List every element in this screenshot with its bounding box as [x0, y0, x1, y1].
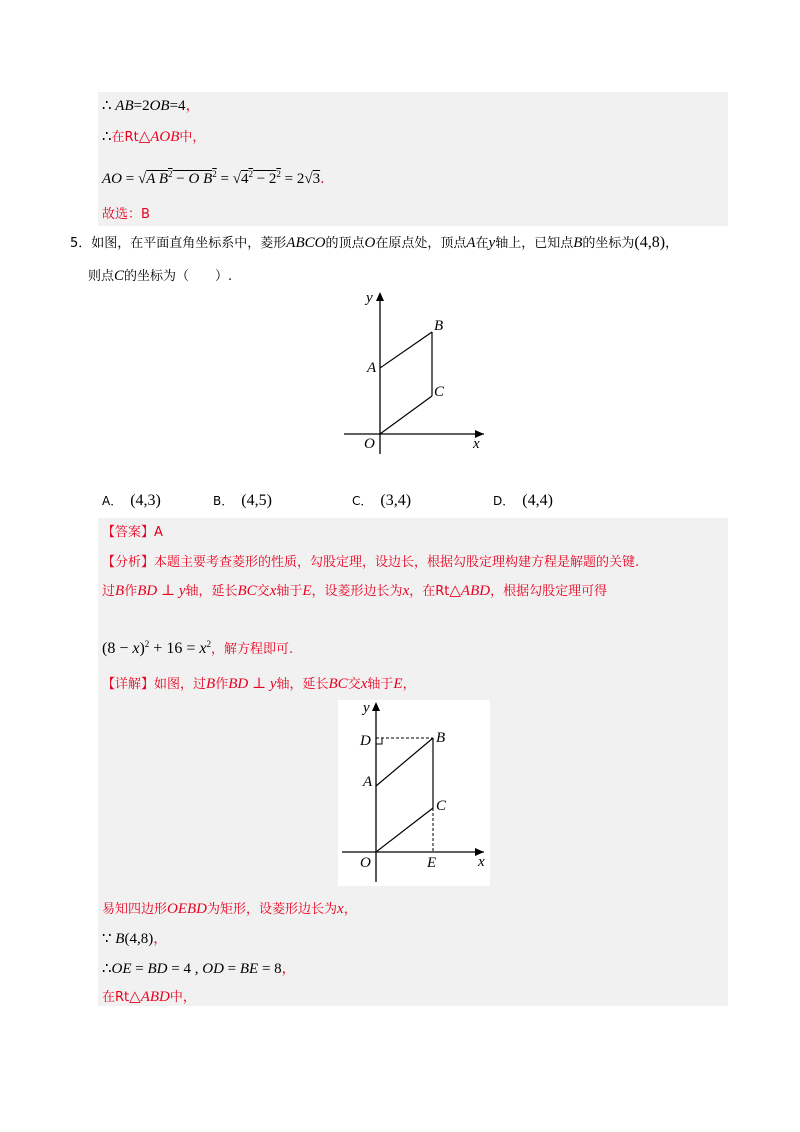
option-b[interactable]: B． (4,5)	[213, 492, 272, 509]
question-text-line-1: 5．如图，在平面直角坐标系中，菱形ABCO的顶点O在原点处，顶点A在y轴上，已知点B的坐标为(4,8)，	[70, 234, 679, 251]
detail-line: 【详解】如图，过B作BD ⊥ y轴，延长BC交x轴于E，	[102, 676, 416, 692]
fig2-label-a: A	[363, 774, 373, 790]
fig1-label-o: O	[364, 436, 375, 452]
option-d[interactable]: D． (4,4)	[493, 492, 553, 509]
fig1-label-c: C	[434, 384, 445, 400]
fig2-label-x: x	[478, 854, 485, 870]
question-text-line-2: 则点C的坐标为（ ）.	[88, 268, 233, 284]
prev-line-2: ∴在Rt△AOB中，	[102, 129, 206, 145]
fig2-label-d: D	[360, 733, 371, 749]
fig1-label-y: y	[366, 290, 373, 306]
step-2: ∵ B(4,8)，	[102, 931, 168, 947]
prev-line-1: ∴ AB=2OB=4，	[102, 98, 200, 114]
answer-line: 【答案】A	[102, 525, 163, 540]
analysis-line-1: 【分析】本题主要考查菱形的性质，勾股定理，设边长，根据勾股定理构建方程是解题的关键.	[102, 555, 640, 570]
fig2-label-y: y	[363, 700, 370, 716]
prev-answer: 故选：B	[102, 207, 150, 222]
step-4: 在Rt△ABD中，	[102, 989, 196, 1005]
option-c[interactable]: C． (3,4)	[352, 492, 412, 509]
fig1-label-a: A	[367, 360, 377, 376]
fig2-label-b: B	[436, 730, 446, 746]
fig2-label-c: C	[436, 798, 447, 814]
fig2-label-o: O	[360, 855, 371, 871]
fig2-label-e: E	[427, 855, 437, 871]
fig1-label-b: B	[434, 318, 444, 334]
prev-line-3-formula: AO = √A $B^2 - O$ $B^2 = √4^2 - 2^2 = 2√3$.	[102, 169, 325, 187]
option-a[interactable]: A． (4,3)	[102, 492, 161, 509]
rhombus-figure-2	[338, 700, 490, 886]
step-1: 易知四边形OEBD为矩形，设菱形边长为x，	[102, 901, 357, 917]
rhombus-figure-1	[340, 288, 490, 458]
fig1-label-x: x	[473, 436, 480, 452]
analysis-equation: $(8 - x)^2 + 16 = x^2$，解方程即可.	[102, 639, 294, 657]
step-3: ∴OE = BD = 4 , OD = BE = 8，	[102, 961, 296, 977]
analysis-line-2: 过B作BD ⊥ y轴，延长BC交x轴于E，设菱形边长为x，在Rt△ABD，根据勾股定理可得	[102, 583, 608, 599]
